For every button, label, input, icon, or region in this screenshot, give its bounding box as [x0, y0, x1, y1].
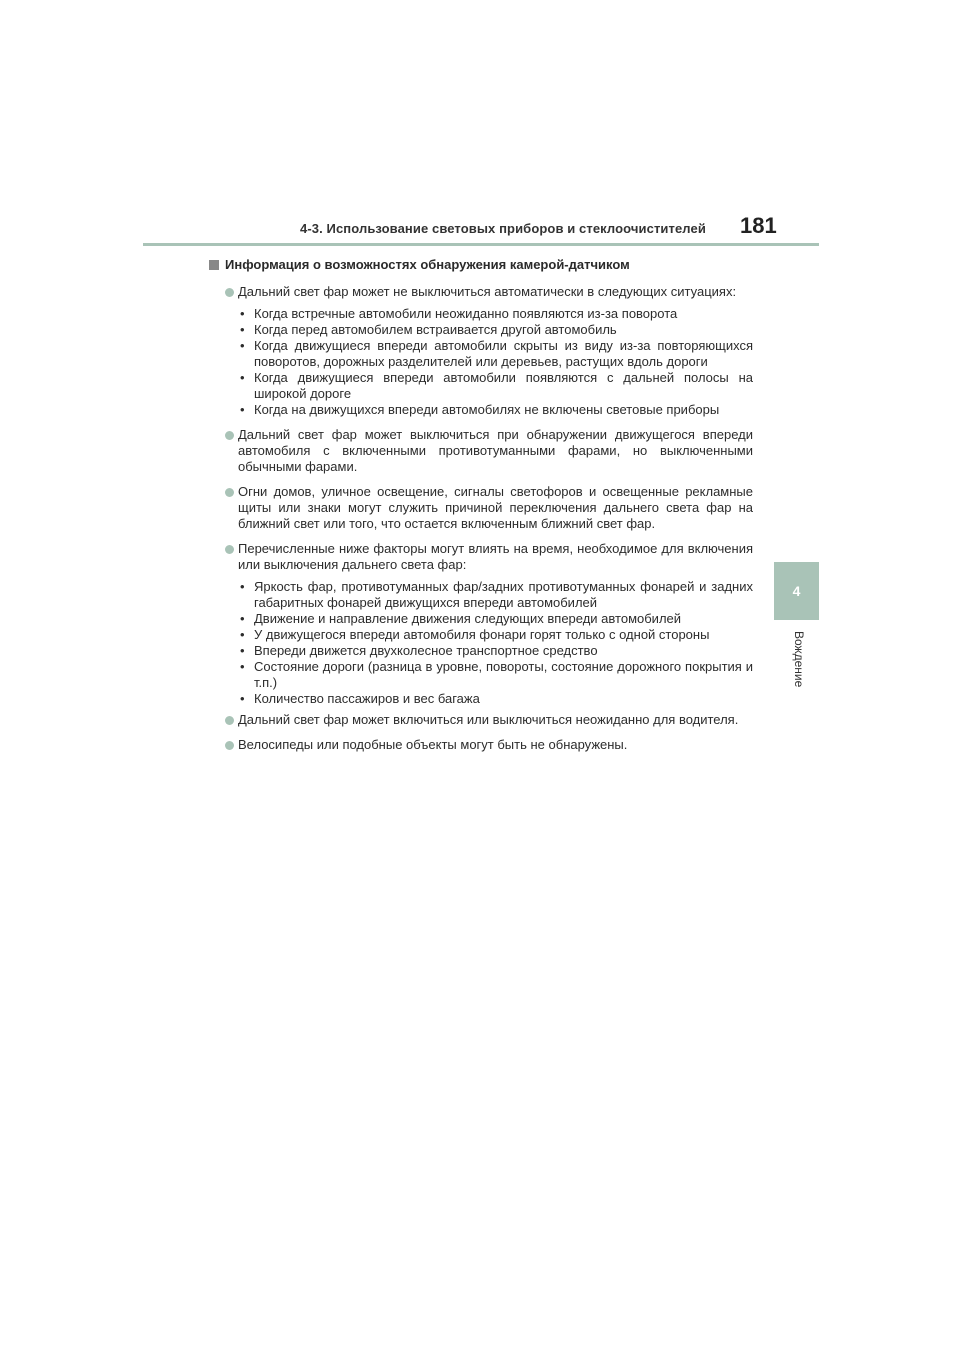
sublist-item-text: Когда движущиеся впереди автомобили появляются с дальней полосы на широкой дороге	[254, 370, 753, 401]
round-bullet-icon	[225, 431, 234, 440]
small-bullet-icon: •	[240, 611, 245, 626]
small-bullet-icon: •	[240, 643, 245, 658]
list-item	[208, 541, 753, 573]
small-bullet-icon: •	[240, 306, 245, 321]
list-item	[208, 427, 753, 475]
sublist	[208, 579, 753, 707]
sublist-item-text: Движение и направление движения следующих впереди автомобилей	[254, 611, 682, 626]
sublist-item	[208, 370, 753, 402]
list-item-text: Дальний свет фар может выключиться при обнаружении движущегося впереди автомобиля с включенными противотуманными фарами, но выключенными обычными фарами.	[238, 427, 753, 474]
sublist-item	[208, 579, 753, 611]
chapter-tab	[774, 562, 819, 620]
list-item	[208, 484, 753, 532]
round-bullet-icon	[225, 741, 234, 750]
page-number: 181	[740, 213, 777, 238]
sublist-item-text: Когда встречные автомобили неожиданно появляются из-за поворота	[254, 306, 678, 321]
list-item-text: Перечисленные ниже факторы могут влиять на время, необходимое для включения или выключения дальнего света фар:	[238, 541, 753, 572]
small-bullet-icon: •	[240, 370, 245, 385]
sublist-item-text: У движущегося впереди автомобиля фонари горят только с одной стороны	[254, 627, 710, 642]
small-bullet-icon: •	[240, 322, 245, 337]
sublist-item-text: Когда перед автомобилем встраивается другой автомобиль	[254, 322, 617, 337]
chapter-label: Вождение	[792, 631, 806, 688]
page-content	[208, 257, 753, 762]
list-item-text: Дальний свет фар может включиться или выключиться неожиданно для водителя.	[238, 712, 739, 727]
small-bullet-icon: •	[240, 579, 245, 594]
section-heading	[208, 257, 753, 273]
sublist-item	[208, 691, 753, 707]
list-item	[208, 712, 753, 728]
sublist	[208, 306, 753, 418]
round-bullet-icon	[225, 545, 234, 554]
sublist-item	[208, 659, 753, 691]
sublist-item	[208, 306, 753, 322]
sublist-item-text: Яркость фар, противотуманных фар/задних противотуманных фонарей и задних габаритных фонарей движущихся впереди автомобилей	[254, 579, 753, 610]
list-item-text: Велосипеды или подобные объекты могут быть не обнаружены.	[238, 737, 628, 752]
section-heading-text: Информация о возможностях обнаружения камерой-датчиком	[225, 257, 630, 272]
small-bullet-icon: •	[240, 338, 245, 353]
square-bullet-icon	[209, 260, 219, 270]
sublist-item-text: Количество пассажиров и вес багажа	[254, 691, 480, 706]
round-bullet-icon	[225, 288, 234, 297]
sublist-item	[208, 643, 753, 659]
sublist-item-text: Состояние дороги (разница в уровне, повороты, состояние дорожного покрытия и т.п.)	[254, 659, 753, 690]
round-bullet-icon	[225, 488, 234, 497]
chapter-number: 4	[792, 583, 801, 599]
list-item	[208, 737, 753, 753]
sublist-item	[208, 627, 753, 643]
small-bullet-icon: •	[240, 659, 245, 674]
small-bullet-icon: •	[240, 627, 245, 642]
small-bullet-icon: •	[240, 691, 245, 706]
list-item-text: Огни домов, уличное освещение, сигналы светофоров и освещенные рекламные щиты или знаки могут служить причиной переключения дальнего света фар на ближний свет или того, что остается включенным ближний свет фар.	[238, 484, 753, 531]
sublist-item-text: Впереди движется двухколесное транспортное средство	[254, 643, 598, 658]
list-item-text: Дальний свет фар может не выключиться автоматически в следующих ситуациях:	[238, 284, 737, 299]
list-item	[208, 284, 753, 300]
round-bullet-icon	[225, 716, 234, 725]
sublist-item	[208, 338, 753, 370]
sublist-item	[208, 402, 753, 418]
header-title: 4-3. Использование световых приборов и стеклоочистителей	[300, 221, 706, 236]
small-bullet-icon: •	[240, 402, 245, 417]
header-rule	[143, 243, 819, 246]
sublist-item-text: Когда движущиеся впереди автомобили скрыты из виду из-за повторяющихся поворотов, дорожных разделителей или деревьев, растущих вдоль дороги	[254, 338, 753, 369]
sublist-item	[208, 322, 753, 338]
sublist-item-text: Когда на движущихся впереди автомобилях не включены световые приборы	[254, 402, 720, 417]
sublist-item	[208, 611, 753, 627]
